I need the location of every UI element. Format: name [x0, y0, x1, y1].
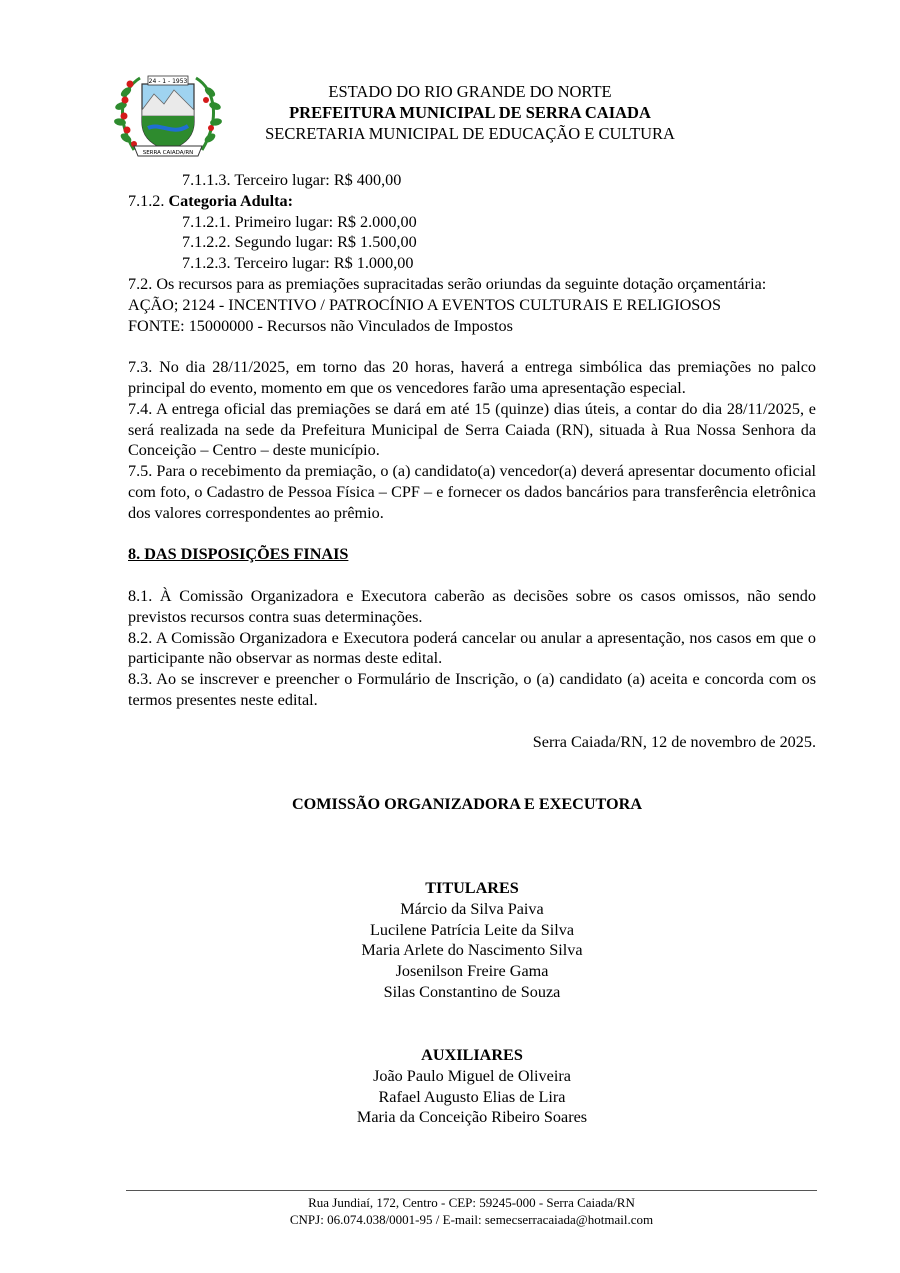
- letterhead: [225, 81, 715, 144]
- titular-name: Maria Arlete do Nascimento Silva: [361, 941, 583, 960]
- municipal-crest-logo: [112, 70, 224, 160]
- item-7-1-1-3: 7.1.1.3. Terceiro lugar: R$ 400,00: [182, 171, 402, 189]
- budget-action: AÇÃO; 2124 - INCENTIVO / PATROCÍNIO A EVENTOS CULTURAIS E RELIGIOSOS: [128, 295, 721, 314]
- shield: [142, 76, 194, 150]
- state-name: ESTADO DO RIO GRANDE DO NORTE: [328, 82, 612, 101]
- prefecture-name: PREFEITURA MUNICIPAL DE SERRA CAIADA: [289, 103, 651, 122]
- footer-contact: CNPJ: 06.074.038/0001-95 / E-mail: semecserracaiada@hotmail.com: [289, 1212, 654, 1227]
- auxiliares-label: AUXILIARES: [421, 1046, 523, 1064]
- left-laurel: [113, 78, 140, 150]
- footer-divider: [126, 1190, 817, 1191]
- footer: [126, 1194, 817, 1228]
- auxiliar-name: João Paulo Miguel de Oliveira: [373, 1066, 571, 1085]
- titulares-block: [128, 878, 816, 1003]
- item-7-1-2-1: 7.1.2.1. Primeiro lugar: R$ 2.000,00: [182, 212, 417, 231]
- right-laurel: [196, 78, 223, 150]
- committee-title: COMISSÃO ORGANIZADORA E EXECUTORA: [291, 794, 643, 813]
- paragraph-7-2: 7.2. Os recursos para as premiações supracitadas serão oriundas da seguinte dotação orçamentária:: [128, 274, 767, 293]
- paragraph-8-3: 8.3. Ao se inscrever e preencher o Formulário de Inscrição, o (a) candidato (a) aceita e concorda com os termos presentes neste edital.: [128, 670, 816, 709]
- crest-banner-text: SERRA CAIADA/RN: [142, 150, 194, 156]
- footer-address: Rua Jundiaí, 172, Centro - CEP: 59245-000 - Serra Caiada/RN: [308, 1195, 635, 1210]
- titulares-label: TITULARES: [425, 879, 519, 897]
- paragraph-8-1: 8.1. À Comissão Organizadora e Executora caberão as decisões sobre os casos omissos, não sendo previstos recursos contra suas determinações.: [128, 586, 816, 626]
- item-7-1-2-2: 7.1.2.2. Segundo lugar: R$ 1.500,00: [182, 233, 417, 252]
- secretariat-name: SECRETARIA MUNICIPAL DE EDUCAÇÃO E CULTURA: [265, 124, 675, 143]
- auxiliar-name: Rafael Augusto Elias de Lira: [378, 1087, 566, 1106]
- document-body: [128, 170, 816, 815]
- item-7-1-2: [128, 191, 816, 212]
- paragraph-7-3: 7.3. No dia 28/11/2025, em torno das 20 horas, haverá a entrega simbólica das premiações no palco principal do evento, momento em que os vencedores farão uma apresentação especial.: [128, 358, 816, 397]
- paragraph-7-5: 7.5. Para o recebimento da premiação, o (a) candidato(a) vencedor(a) deverá apresentar documento oficial com foto, o Cadastro de Pessoa Física – CPF – e fornecer os dados bancários para transferência eletrônica dos valores correspondentes ao prêmio.: [128, 462, 816, 522]
- auxiliar-name: Maria da Conceição Ribeiro Soares: [356, 1108, 588, 1127]
- titular-name: Lucilene Patrícia Leite da Silva: [369, 920, 575, 939]
- crest-date: 24 - 1 - 1953: [148, 78, 188, 85]
- item-number: 7.1.2.: [128, 191, 169, 210]
- titular-name: Josenilson Freire Gama: [395, 962, 549, 981]
- budget-source: FONTE: 15000000 - Recursos não Vinculados de Impostos: [128, 316, 513, 335]
- date-line: Serra Caiada/RN, 12 de novembro de 2025.: [532, 732, 816, 751]
- paragraph-8-2: 8.2. A Comissão Organizadora e Executora poderá cancelar ou anular a apresentação, nos casos em que o participante não observar as normas deste edital.: [128, 628, 816, 668]
- titular-name: Silas Constantino de Souza: [383, 982, 561, 1001]
- titular-name: Márcio da Silva Paiva: [400, 899, 544, 918]
- item-7-1-2-3: 7.1.2.3. Terceiro lugar: R$ 1.000,00: [182, 254, 414, 273]
- auxiliares-block: [128, 1045, 816, 1128]
- paragraph-7-4: 7.4. A entrega oficial das premiações se dará em até 15 (quinze) dias úteis, a contar do dia 28/11/2025, e será realizada na sede da Prefeitura Municipal de Serra Caiada (RN), situada à Rua Nossa Senhora da Conceição – Centro – deste município.: [128, 399, 816, 460]
- category-label: Categoria Adulta:: [168, 191, 294, 210]
- section-8-heading: 8. DAS DISPOSIÇÕES FINAIS: [128, 545, 349, 564]
